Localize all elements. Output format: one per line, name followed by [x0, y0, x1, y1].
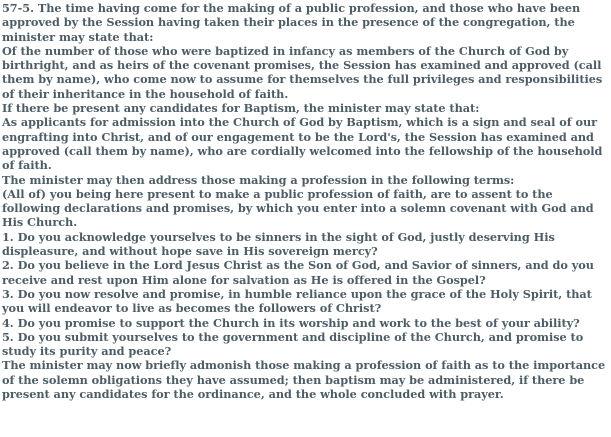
infant-baptized-statement: Of the number of those who were baptized in infancy as members of the Church of God by birthright, and as heirs of the covenant promises, the Session has examined and approved (call them by name), who come now to assume for themselves the full privileges and responsibilities of their inheritance in the household of faith.	[2, 43, 603, 101]
baptism-applicants-statement: As applicants for admission into the Church of God by Baptism, which is a sign and seal of our engrafting into Christ, and of our engagement to be the Lord's, the Session has examined and approved (call them by name), who are cordially welcomed into the fellowship of the household of faith.	[2, 115, 603, 173]
vow-3: 3. Do you now resolve and promise, in humble reliance upon the grace of the Holy Spirit, that you will endeavor to live as becomes the followers of Christ?	[2, 286, 592, 316]
document-body	[2, 1, 608, 401]
closing-instruction: The minister may now briefly admonish those making a profession of faith as to the importance of the solemn obligations they have assumed; then baptism may be administered, if there be present any candidates for the ordinance, and the whole concluded with prayer.	[2, 358, 606, 402]
baptism-candidates-instruction: If there be present any candidates for Baptism, the minister may state that:	[2, 101, 480, 116]
vow-2: 2. Do you believe in the Lord Jesus Christ as the Son of God, and Savior of sinners, and do you receive and rest upon Him alone for salvation as He is offered in the Gospel?	[2, 258, 594, 287]
vow-5: 5. Do you submit yourselves to the government and discipline of the Church, and promise to study its purity and peace?	[2, 329, 584, 359]
section-intro-paragraph: 57-5. The time having come for the making of a public profession, and those who have been approved by the Session having taken their places in the presence of the congregation, the minister may state that:	[2, 1, 581, 44]
vow-4: 4. Do you promise to support the Church in its worship and work to the best of your ability?	[2, 315, 580, 330]
profession-preamble: (All of) you being here present to make a public profession of faith, are to assent to the following declarations and promises, by which you enter into a solemn covenant with God and His Church.	[2, 186, 594, 230]
vow-1: 1. Do you acknowledge yourselves to be sinners in the sight of God, justly deserving His displeasure, and without hope save in His sovereign mercy?	[2, 229, 555, 259]
address-instruction: The minister may then address those making a profession in the following terms:	[2, 172, 515, 187]
